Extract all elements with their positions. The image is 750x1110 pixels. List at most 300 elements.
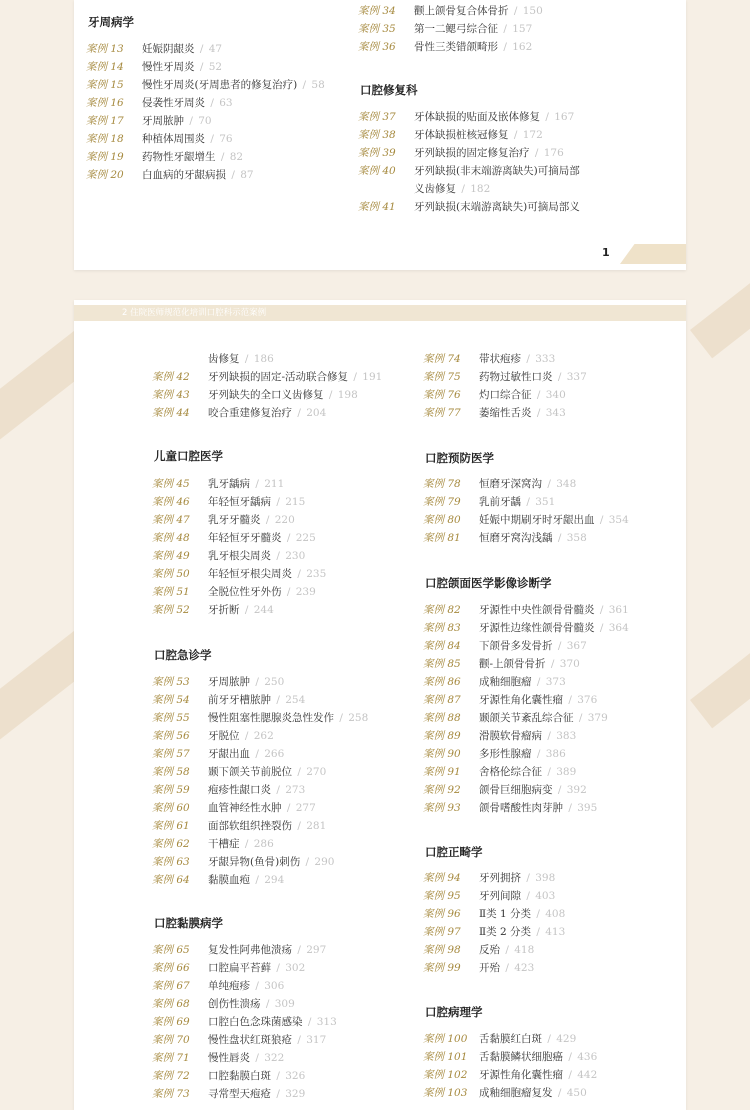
page-ref-separator: /: [533, 389, 544, 401]
page-ref: 258: [348, 712, 369, 724]
case-title-text: Ⅱ类 2 分类: [479, 926, 531, 938]
page-ref-separator: /: [502, 944, 513, 956]
page-ref-separator: /: [336, 712, 347, 724]
page-ref: 450: [566, 1087, 587, 1099]
case-title: [479, 799, 597, 817]
page-ref-separator: /: [523, 890, 534, 902]
page-ref-separator: /: [186, 115, 197, 127]
page-ref-separator: /: [283, 802, 294, 814]
case-title-text: 颧上颌骨复合体骨折: [414, 5, 509, 17]
case-title: [479, 959, 534, 977]
case-number: 案例 77: [423, 407, 461, 419]
page-ref-separator: /: [533, 676, 544, 688]
case-title-text: 牙列缺损的固定修复治疗: [414, 147, 530, 159]
page-ref: 204: [306, 407, 327, 419]
case-title: [479, 601, 629, 619]
case-number: 案例 63: [152, 856, 190, 868]
case-title: [479, 709, 608, 727]
page-ref-separator: /: [554, 371, 565, 383]
section-title: 口腔正畸学: [425, 845, 483, 859]
page-ref-separator: /: [252, 748, 263, 760]
page-ref: 403: [535, 890, 556, 902]
case-number: 案例 14: [86, 61, 124, 73]
page-ref: 277: [295, 802, 316, 814]
page-ref: 191: [362, 371, 383, 383]
case-number: 案例 79: [423, 496, 461, 508]
page-ref-separator: /: [262, 998, 273, 1010]
case-number: 案例 49: [152, 550, 190, 562]
case-title: [479, 869, 555, 887]
case-title-text: 牙列缺失的全口义齿修复: [208, 389, 324, 401]
case-number: 案例 18: [86, 133, 124, 145]
case-title-text: 牙龈出血: [208, 748, 250, 760]
page-ref: 370: [559, 658, 580, 670]
case-title: [479, 404, 566, 422]
case-title-text: 反殆: [479, 944, 500, 956]
case-number: 案例 46: [152, 496, 190, 508]
page-ref: 186: [253, 353, 274, 365]
case-number: 案例 56: [152, 730, 190, 742]
case-number: 案例 95: [423, 890, 461, 902]
page-ref: 220: [274, 514, 295, 526]
case-number: 案例 15: [86, 79, 124, 91]
case-title: [414, 126, 543, 144]
case-title-text: 干槽症: [208, 838, 240, 850]
page-ref: 413: [545, 926, 566, 938]
page-ref: 76: [219, 133, 233, 145]
page-ref-separator: /: [262, 514, 273, 526]
page-ref-separator: /: [273, 694, 284, 706]
case-title-text: 颌骨嗜酸性肉芽肿: [479, 802, 563, 814]
page-ref: 408: [545, 908, 566, 920]
page-ref-separator: /: [575, 712, 586, 724]
case-title: [208, 781, 305, 799]
case-title-text: 舍格伦综合征: [479, 766, 542, 778]
case-title-text: 舌黏膜鳞状细胞癌: [479, 1051, 563, 1063]
case-title-text: 疱疹性龈口炎: [208, 784, 271, 796]
case-title: [479, 1048, 597, 1066]
page-ref: 262: [253, 730, 274, 742]
section-title: 口腔修复科: [360, 83, 418, 97]
page-number: 1: [602, 246, 610, 259]
case-number: 案例 61: [152, 820, 190, 832]
page-ref-separator: /: [294, 407, 305, 419]
page-ref: 254: [285, 694, 306, 706]
page-ref: 297: [306, 944, 327, 956]
page-ref: 379: [587, 712, 608, 724]
case-title: [208, 350, 274, 368]
case-title-text: 骨性三类错颌畸形: [414, 41, 498, 53]
case-title: [479, 619, 629, 637]
section-title: 口腔颌面医学影像诊断学: [425, 576, 552, 590]
case-title: [208, 1031, 326, 1049]
case-title: [479, 475, 576, 493]
case-title: [414, 180, 490, 198]
case-title-text: 牙源性中央性颌骨骨髓炎: [479, 604, 595, 616]
case-title: [479, 1030, 576, 1048]
page-ref: 442: [577, 1069, 598, 1081]
page-ref-separator: /: [596, 514, 607, 526]
case-title: [479, 781, 587, 799]
case-title: [479, 1066, 597, 1084]
case-title: [414, 108, 574, 126]
case-title-text: 慢性唇炎: [208, 1052, 250, 1064]
case-number: 案例 72: [152, 1070, 190, 1082]
case-title-text: 义齿修复: [414, 183, 456, 195]
page-ref-separator: /: [299, 79, 310, 91]
case-title-text: 慢性盘状红斑狼疮: [208, 1034, 292, 1046]
case-title-text: 颞下颌关节前脱位: [208, 766, 292, 778]
page-ref-separator: /: [531, 147, 542, 159]
page-ref-separator: /: [565, 1051, 576, 1063]
page-ref-separator: /: [510, 5, 521, 17]
page-ref: 273: [285, 784, 306, 796]
page-ref-separator: /: [241, 353, 252, 365]
page-ref: 340: [545, 389, 566, 401]
case-title-text: 口腔黏膜白斑: [208, 1070, 271, 1082]
page-ref: 244: [253, 604, 274, 616]
case-number: 案例 36: [358, 41, 396, 53]
page-ref: 281: [306, 820, 327, 832]
case-title: [208, 727, 274, 745]
case-title: [208, 995, 295, 1013]
case-number: 案例 86: [423, 676, 461, 688]
case-number: 案例 48: [152, 532, 190, 544]
case-title-text: 牙源性角化囊性瘤: [479, 694, 563, 706]
case-title-text: 牙源性边缘性颌骨骨髓炎: [479, 622, 595, 634]
running-head: [74, 305, 686, 321]
case-title-text: 牙体缺损的贴面及嵌体修复: [414, 111, 540, 123]
page-ref: 198: [337, 389, 358, 401]
case-title-text: 血管神经性水肿: [208, 802, 282, 814]
page-ref: 429: [556, 1033, 577, 1045]
case-title: [142, 76, 325, 94]
case-title-text: 侵袭性牙周炎: [142, 97, 205, 109]
page-ref-separator: /: [273, 550, 284, 562]
page-ref-separator: /: [596, 604, 607, 616]
case-number: 案例 91: [423, 766, 461, 778]
case-title-text: 开殆: [479, 962, 500, 974]
page-number-tab: [594, 244, 686, 264]
page-ref: 351: [535, 496, 556, 508]
case-title-text: 全脱位性牙外伤: [208, 586, 282, 598]
case-number: 案例 89: [423, 730, 461, 742]
page-ref: 337: [566, 371, 587, 383]
case-title-text: 牙脱位: [208, 730, 240, 742]
case-title: [479, 637, 587, 655]
case-number: 案例 66: [152, 962, 190, 974]
case-title: [142, 130, 233, 148]
case-title: [142, 58, 222, 76]
page-ref-separator: /: [283, 586, 294, 598]
page-ref-separator: /: [325, 389, 336, 401]
page-ref-separator: /: [502, 962, 513, 974]
page-ref: 235: [306, 568, 327, 580]
page-ref: 87: [240, 169, 254, 181]
case-title: [208, 1013, 337, 1031]
page-ref: 373: [545, 676, 566, 688]
page-ref: 302: [285, 962, 306, 974]
case-title-text: 下颌骨多发骨折: [479, 640, 553, 652]
page-ref-separator: /: [500, 23, 511, 35]
case-title-text: 慢性牙周炎(牙周患者的修复治疗): [142, 79, 298, 91]
page-ref: 162: [512, 41, 533, 53]
case-title: [479, 745, 566, 763]
running-head-text: 2 住院医师规范化培训口腔科示范案例: [122, 308, 267, 318]
case-title-text: 乳牙龋病: [208, 478, 250, 490]
case-title-text: 年轻恒牙龋病: [208, 496, 271, 508]
page-ref: 367: [566, 640, 587, 652]
case-number: 案例 68: [152, 998, 190, 1010]
case-title-text: 咬合重建修复治疗: [208, 407, 292, 419]
case-number: 案例 16: [86, 97, 124, 109]
case-title-text: 慢性牙周炎: [142, 61, 195, 73]
case-title: [142, 148, 243, 166]
case-title-text: 面部软组织挫裂伤: [208, 820, 292, 832]
case-title-text: 牙源性角化囊性瘤: [479, 1069, 563, 1081]
case-title-text: 颧-上颌骨骨折: [479, 658, 546, 670]
case-title: [208, 853, 334, 871]
page-ref-separator: /: [458, 183, 469, 195]
case-title: [142, 112, 212, 130]
case-title: [479, 887, 555, 905]
page-ref-separator: /: [294, 944, 305, 956]
case-number: 案例 58: [152, 766, 190, 778]
case-title: [479, 923, 565, 941]
page-ref-separator: /: [273, 784, 284, 796]
case-title: [142, 166, 254, 184]
page-ref-separator: /: [273, 1088, 284, 1100]
page-ref-separator: /: [241, 838, 252, 850]
case-title-text: 口腔扁平苔藓: [208, 962, 271, 974]
page-ref: 250: [264, 676, 285, 688]
case-title: [208, 817, 326, 835]
case-number: 案例 101: [423, 1051, 468, 1063]
page-ref-separator: /: [294, 1034, 305, 1046]
case-number: 案例 94: [423, 872, 461, 884]
page-ref-separator: /: [304, 1016, 315, 1028]
case-title-text: 乳前牙龋: [479, 496, 521, 508]
page-ref: 150: [522, 5, 543, 17]
case-title: [208, 493, 305, 511]
case-title-text: 药物性牙龈增生: [142, 151, 216, 163]
case-title-text: 白血病的牙龈病损: [142, 169, 226, 181]
case-title: [208, 475, 284, 493]
case-number: 案例 84: [423, 640, 461, 652]
background-stripe: [690, 256, 750, 358]
case-number: 案例 59: [152, 784, 190, 796]
page-ref-separator: /: [500, 41, 511, 53]
page-ref-separator: /: [294, 820, 305, 832]
case-number: 案例 88: [423, 712, 461, 724]
case-title: [208, 583, 316, 601]
page-ref: 418: [514, 944, 535, 956]
case-number: 案例 98: [423, 944, 461, 956]
page-ref-separator: /: [207, 133, 218, 145]
page-ref-separator: /: [533, 748, 544, 760]
page-ref-separator: /: [252, 874, 263, 886]
case-title: [479, 368, 587, 386]
case-number: 案例 83: [423, 622, 461, 634]
case-title-text: 牙龈异物(鱼骨)刺伤: [208, 856, 301, 868]
case-title: [208, 511, 295, 529]
page-ref: 313: [316, 1016, 337, 1028]
case-title: [208, 745, 284, 763]
case-title: [208, 1085, 305, 1103]
case-title-text: 创伤性溃疡: [208, 998, 261, 1010]
page-ref-separator: /: [533, 407, 544, 419]
case-number: 案例 67: [152, 980, 190, 992]
case-number: 案例 53: [152, 676, 190, 688]
section-title: 牙周病学: [88, 15, 134, 29]
page-ref-separator: /: [542, 111, 553, 123]
page-ref: 317: [306, 1034, 327, 1046]
page-ref-separator: /: [273, 1070, 284, 1082]
case-number: 案例 99: [423, 962, 461, 974]
case-title-text: 牙列缺损(非末端游离缺失)可摘局部: [414, 165, 580, 177]
case-number: 案例 87: [423, 694, 461, 706]
page-ref-separator: /: [565, 802, 576, 814]
page-ref: 398: [535, 872, 556, 884]
case-number: 案例 97: [423, 926, 461, 938]
page-ref: 58: [311, 79, 325, 91]
case-title-text: 牙列拥挤: [479, 872, 521, 884]
page-ref-separator: /: [350, 371, 361, 383]
page-ref: 423: [514, 962, 535, 974]
case-number: 案例 75: [423, 371, 461, 383]
page-ref: 326: [285, 1070, 306, 1082]
case-title: [479, 941, 534, 959]
case-title: [208, 529, 316, 547]
case-title-text: 恒磨牙窝沟浅龋: [479, 532, 553, 544]
case-title: [479, 493, 555, 511]
page-ref: 270: [306, 766, 327, 778]
case-title-text: 颌骨巨细胞病变: [479, 784, 553, 796]
case-title: [208, 871, 284, 889]
page-ref-separator: /: [596, 622, 607, 634]
case-title-text: 黏膜血疱: [208, 874, 250, 886]
page-ref: 361: [608, 604, 629, 616]
page-ref: 225: [295, 532, 316, 544]
page-ref: 230: [285, 550, 306, 562]
page-ref-separator: /: [283, 532, 294, 544]
case-number: 案例 34: [358, 5, 396, 17]
page-ref-separator: /: [241, 730, 252, 742]
case-title: [414, 38, 532, 56]
toc-page-2: [74, 300, 686, 1110]
case-number: 案例 82: [423, 604, 461, 616]
case-title: [479, 655, 580, 673]
case-title: [479, 386, 566, 404]
case-title: [208, 835, 274, 853]
page-ref-separator: /: [207, 97, 218, 109]
case-number: 案例 76: [423, 389, 461, 401]
page-ref-separator: /: [252, 980, 263, 992]
case-title: [479, 511, 629, 529]
case-title-text: 萎缩性舌炎: [479, 407, 532, 419]
case-title-text: 灼口综合征: [479, 389, 532, 401]
page-ref: 376: [577, 694, 598, 706]
case-title-text: 前牙牙槽脓肿: [208, 694, 271, 706]
case-title: [208, 565, 326, 583]
page-ref: 383: [556, 730, 577, 742]
page-ref: 167: [554, 111, 575, 123]
case-title-text: 恒磨牙深窝沟: [479, 478, 542, 490]
case-title-text: 第一二鳃弓综合征: [414, 23, 498, 35]
case-title: [208, 763, 326, 781]
page-ref: 306: [264, 980, 285, 992]
page-ref-separator: /: [544, 766, 555, 778]
case-title: [208, 959, 305, 977]
case-number: 案例 55: [152, 712, 190, 724]
page-ref-separator: /: [547, 658, 558, 670]
section-title: 口腔黏膜病学: [154, 916, 223, 930]
page-ref: 70: [198, 115, 212, 127]
page-ref-separator: /: [196, 61, 207, 73]
page-ref: 215: [285, 496, 306, 508]
page-ref: 63: [219, 97, 233, 109]
page-ref: 266: [264, 748, 285, 760]
case-title: [414, 20, 532, 38]
page-ref: 172: [522, 129, 543, 141]
page-ref-separator: /: [565, 1069, 576, 1081]
case-title: [414, 162, 580, 180]
page-ref: 333: [535, 353, 556, 365]
case-title: [142, 94, 233, 112]
background-stripe: [690, 626, 750, 728]
case-title-text: 滑膜软骨瘤病: [479, 730, 542, 742]
case-number: 案例 93: [423, 802, 461, 814]
case-number: 案例 62: [152, 838, 190, 850]
case-title: [479, 763, 576, 781]
case-title-text: 寻常型天疱疮: [208, 1088, 271, 1100]
section-title: 口腔急诊学: [154, 648, 212, 662]
case-title: [479, 691, 597, 709]
case-number: 案例 100: [423, 1033, 468, 1045]
section-title: 口腔预防医学: [425, 451, 494, 465]
page-ref: 211: [264, 478, 285, 490]
case-title-text: Ⅱ类 1 分类: [479, 908, 531, 920]
page-ref: 182: [470, 183, 491, 195]
case-number: 案例 39: [358, 147, 396, 159]
case-number: 案例 20: [86, 169, 124, 181]
case-number: 案例 78: [423, 478, 461, 490]
page-ref-separator: /: [554, 1087, 565, 1099]
case-number: 案例 47: [152, 514, 190, 526]
case-number: 案例 13: [86, 43, 124, 55]
case-title-text: 成釉细胞瘤: [479, 676, 532, 688]
case-title-text: 多形性腺瘤: [479, 748, 532, 760]
page-ref: 176: [543, 147, 564, 159]
case-number: 案例 96: [423, 908, 461, 920]
toc-page-1: [74, 0, 686, 270]
page-ref: 294: [264, 874, 285, 886]
section-title: 儿童口腔医学: [154, 449, 223, 463]
page-ref: 392: [566, 784, 587, 796]
case-title-text: 妊娠阴龈炎: [142, 43, 195, 55]
case-number: 案例 37: [358, 111, 396, 123]
case-title-text: 慢性阻塞性腮腺炎急性发作: [208, 712, 334, 724]
case-title-text: 牙周脓肿: [208, 676, 250, 688]
case-number: 案例 92: [423, 784, 461, 796]
page-ref-separator: /: [252, 676, 263, 688]
case-number: 案例 35: [358, 23, 396, 35]
case-title-text: 单纯疱疹: [208, 980, 250, 992]
case-title: [479, 905, 565, 923]
case-title: [208, 368, 382, 386]
case-title: [208, 1049, 284, 1067]
case-number: 案例 74: [423, 353, 461, 365]
